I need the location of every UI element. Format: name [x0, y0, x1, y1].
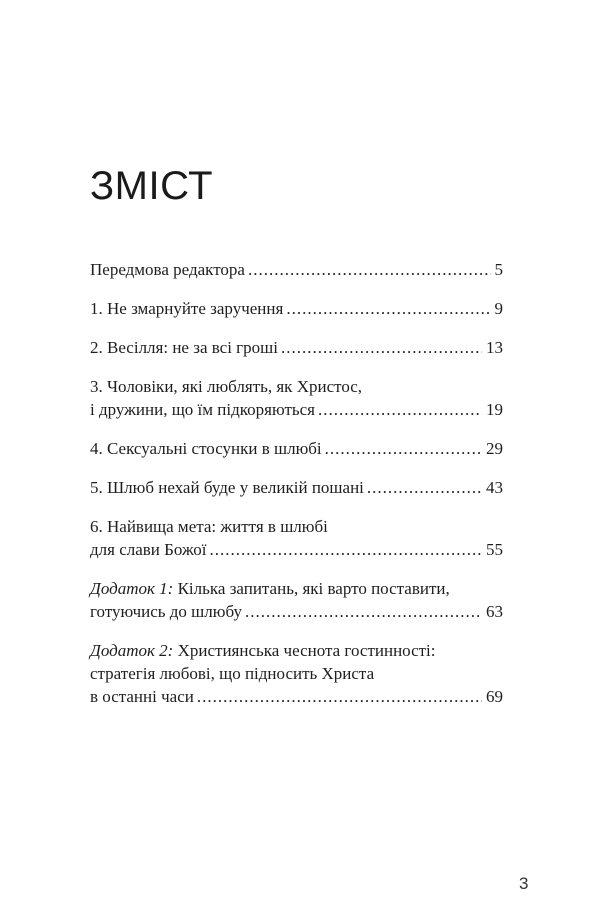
toc-page-number: 29: [486, 439, 503, 458]
toc-page-number: 43: [486, 478, 503, 497]
table-of-contents: [90, 258, 503, 724]
toc-entry-line: [90, 685, 503, 708]
dot-leader: [281, 336, 482, 359]
dot-leader: [197, 685, 482, 708]
toc-page-number: 69: [486, 687, 503, 706]
toc-entry-title: 6. Найвища мета: життя в шлюбі: [90, 517, 328, 536]
toc-entry-title-line: [90, 577, 503, 600]
toc-entry-title-continued: стратегія любові, що підносить Христа: [90, 664, 375, 683]
toc-entry-title-continued: і дружини, що їм підкоряються: [90, 400, 315, 419]
toc-entry-title: 3. Чоловіки, які люблять, як Христос,: [90, 377, 363, 396]
toc-entry-title: 2. Весілля: не за всі гроші: [90, 338, 278, 357]
toc-entry[interactable]: [90, 375, 503, 421]
toc-page-number: 55: [486, 540, 503, 559]
toc-entry[interactable]: [90, 639, 503, 708]
toc-entry-title: Кілька запитань, які варто поставити,: [177, 579, 450, 598]
toc-page-number: 13: [486, 338, 503, 357]
toc-entry-title: 1. Не змарнуйте заручення: [90, 299, 284, 318]
appendix-label: Додаток 2:: [90, 641, 174, 660]
dot-leader: [248, 258, 491, 281]
toc-entry-line: [90, 297, 503, 320]
dot-leader: [286, 297, 490, 320]
page-title: ЗМІСТ: [90, 164, 214, 208]
toc-page-number: 5: [494, 260, 503, 279]
dot-leader: [318, 398, 482, 421]
toc-entry-title-continued: готуючись до шлюбу: [90, 602, 242, 621]
toc-page-number: 63: [486, 602, 503, 621]
toc-entry[interactable]: [90, 258, 503, 281]
toc-entry[interactable]: [90, 297, 503, 320]
toc-entry-title-continued: для слави Божої: [90, 540, 207, 559]
toc-entry-title: 5. Шлюб нехай буде у великій пошані: [90, 478, 364, 497]
toc-entry-title: 4. Сексуальні стосунки в шлюбі: [90, 439, 322, 458]
dot-leader: [210, 538, 482, 561]
toc-entry-line: [90, 538, 503, 561]
toc-entry[interactable]: [90, 515, 503, 561]
dot-leader: [245, 600, 482, 623]
toc-entry-line: [90, 336, 503, 359]
appendix-label: Додаток 1:: [90, 579, 174, 598]
toc-entry-title: Християнська чеснота гостинності:: [177, 641, 436, 660]
toc-entry-line: [90, 437, 503, 460]
toc-entry[interactable]: [90, 577, 503, 623]
toc-entry-line: [90, 398, 503, 421]
toc-entry-title: Передмова редактора: [90, 260, 245, 279]
toc-entry-title-continued: в останні часи: [90, 687, 194, 706]
dot-leader: [367, 476, 482, 499]
toc-entry[interactable]: [90, 476, 503, 499]
toc-page-number: 19: [486, 400, 503, 419]
toc-entry-line: [90, 258, 503, 281]
page-number: 3: [519, 874, 529, 893]
toc-entry[interactable]: [90, 336, 503, 359]
toc-entry-line: [90, 600, 503, 623]
toc-entry[interactable]: [90, 437, 503, 460]
toc-entry-title-line: [90, 639, 503, 662]
toc-entry-line: [90, 476, 503, 499]
toc-page-number: 9: [494, 299, 503, 318]
dot-leader: [325, 437, 482, 460]
